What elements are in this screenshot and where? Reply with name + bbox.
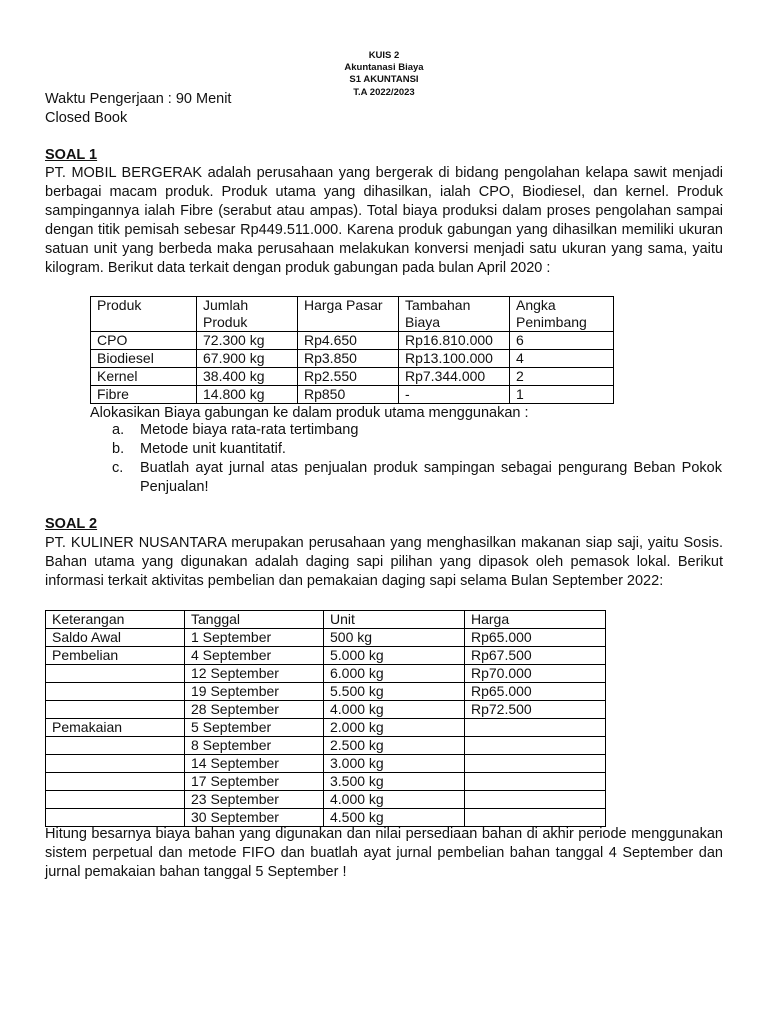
table-row [46,755,606,773]
table-cell [46,665,185,683]
table-cell [46,755,185,773]
table-cell: 23 September [185,791,324,809]
soal1-instruction: Alokasikan Biaya gabungan ke dalam produk utama menggunakan : [90,405,529,421]
table-header-row [91,297,614,332]
table-cell: Rp70.000 [465,665,606,683]
table-cell: Rp65.000 [465,629,606,647]
table-cell [465,791,606,809]
table-cell: 12 September [185,665,324,683]
table-cell: Rp7.344.000 [399,368,510,386]
table-row [91,350,614,368]
list-item [112,421,722,440]
table-cell: 5.500 kg [324,683,465,701]
table-row [46,701,606,719]
table-cell: 30 September [185,809,324,827]
table-cell: 4.000 kg [324,791,465,809]
table-row [91,332,614,350]
table-cell: 6 [510,332,614,350]
table-header-cell: Jumlah Produk [197,297,298,332]
table-cell [465,809,606,827]
table-cell: 3.500 kg [324,773,465,791]
table-cell [46,809,185,827]
table-row [91,368,614,386]
table-header-cell: Angka Penimbang [510,297,614,332]
table-row [46,683,606,701]
table-cell: Rp2.550 [298,368,399,386]
table-cell: 67.900 kg [197,350,298,368]
table-cell: 1 [510,386,614,404]
table-cell: Biodiesel [91,350,197,368]
table-row [46,647,606,665]
table-row [91,386,614,404]
table-cell: Rp65.000 [465,683,606,701]
table-cell: 1 September [185,629,324,647]
table-cell: Pembelian [46,647,185,665]
table-cell [46,701,185,719]
course-name: Akuntanasi Biaya [344,62,424,74]
quiz-title: KUIS 2 [368,50,400,61]
soal2-closing: Hitung besarnya biaya bahan yang digunakan dan nilai persediaan bahan di akhir periode menggunakan sistem perpetual dan metode FIFO dan buatlah ayat jurnal pembelian bahan tanggal 4 September dan jurnal pemakaian bahan tanggal 5 September ! [45,826,723,880]
table-row [46,791,606,809]
table-cell: 4 [510,350,614,368]
table-header-row [46,611,606,629]
table-cell: 2 [510,368,614,386]
table-row [46,665,606,683]
time-limit: Waktu Pengerjaan : 90 Menit [45,91,232,107]
table-header-cell: Tanggal [185,611,324,629]
table-cell [465,719,606,737]
table-cell: 17 September [185,773,324,791]
table-header-cell: Keterangan [46,611,185,629]
soal1-heading: SOAL 1 [45,147,98,163]
table-cell: Rp72.500 [465,701,606,719]
table-cell: - [399,386,510,404]
table-cell [465,755,606,773]
list-marker: a. [112,422,125,438]
table-cell: 28 September [185,701,324,719]
table-cell: Rp67.500 [465,647,606,665]
table-header-cell: Harga Pasar [298,297,399,332]
table-cell: 8 September [185,737,324,755]
table-cell: Kernel [91,368,197,386]
soal1-paragraph: PT. MOBIL BERGERAK adalah perusahaan yang bergerak di bidang pengolahan kelapa sawit menjadi berbagai macam produk. Produk utama yang dihasilkan, ialah CPO, Biodiesel, dan kernel. Produk sampingannya ialah Fibre (serabut atau ampas). Total biaya produksi dalam proses pengolahan sampai dengan titik pemisah sebesar Rp449.511.000. Karena produk gabungan yang dihasilkan memiliki ukuran satuan unit yang berbeda maka perusahaan melakukan konversi menjadi satu ukuran yang sama, yaitu kilogram. Berikut data terkait dengan produk gabungan pada bulan April 2020 : [45,165,723,276]
table-cell: 6.000 kg [324,665,465,683]
table-cell [46,791,185,809]
table-cell: 2.000 kg [324,719,465,737]
table-cell: Saldo Awal [46,629,185,647]
table-row [46,809,606,827]
table-cell: Rp16.810.000 [399,332,510,350]
table-cell [46,737,185,755]
table-cell [46,773,185,791]
table-cell: Rp850 [298,386,399,404]
table-cell: 2.500 kg [324,737,465,755]
table-cell: 4.500 kg [324,809,465,827]
table-cell: 19 September [185,683,324,701]
soal1-task-list [112,421,722,497]
table-row [46,629,606,647]
list-marker: b. [112,441,125,457]
table-cell: Fibre [91,386,197,404]
academic-year: T.A 2022/2023 [353,86,415,98]
table-cell [465,773,606,791]
soal2-paragraph: PT. KULINER NUSANTARA merupakan perusahaan yang menghasilkan makanan siap saji, yaitu Sosis. Bahan utama yang digunakan adalah daging sapi pilihan yang dipasok oleh pemasok lokal. Berikut informasi terkait aktivitas pembelian dan pemakaian daging sapi selama Bulan September 2022: [45,535,723,589]
table-header-cell: Tambahan Biaya [399,297,510,332]
table-cell [465,737,606,755]
table-cell: 5 September [185,719,324,737]
table-cell: 4 September [185,647,324,665]
table-header-cell: Unit [324,611,465,629]
list-item-text: Buatlah ayat jurnal atas penjualan produk sampingan sebagai pengurang Beban Pokok Penjualan! [140,460,722,495]
table-cell: Rp4.650 [298,332,399,350]
table-cell: 38.400 kg [197,368,298,386]
table-cell: CPO [91,332,197,350]
table-cell: 500 kg [324,629,465,647]
table-row [46,773,606,791]
list-marker: c. [112,460,124,476]
table-row [46,719,606,737]
table-header-cell: Harga [465,611,606,629]
table-header-cell: Produk [91,297,197,332]
list-item-text: Metode biaya rata-rata tertimbang [140,422,359,438]
table-cell: 5.000 kg [324,647,465,665]
table-cell: Rp13.100.000 [399,350,510,368]
soal2-heading: SOAL 2 [45,516,98,532]
table-cell: 72.300 kg [197,332,298,350]
exam-mode: Closed Book [45,110,128,126]
table-cell: 4.000 kg [324,701,465,719]
table-cell: Rp3.850 [298,350,399,368]
table-cell [46,683,185,701]
soal2-table [45,610,606,827]
soal1-table [90,296,614,404]
table-row [46,737,606,755]
table-cell: 14 September [185,755,324,773]
table-cell: Pemakaian [46,719,185,737]
exam-meta [45,90,231,128]
table-cell: 3.000 kg [324,755,465,773]
list-item [112,440,722,459]
list-item-text: Metode unit kuantitatif. [140,441,286,457]
table-cell: 14.800 kg [197,386,298,404]
list-item [112,459,722,497]
program-name: S1 AKUNTANSI [349,74,419,86]
